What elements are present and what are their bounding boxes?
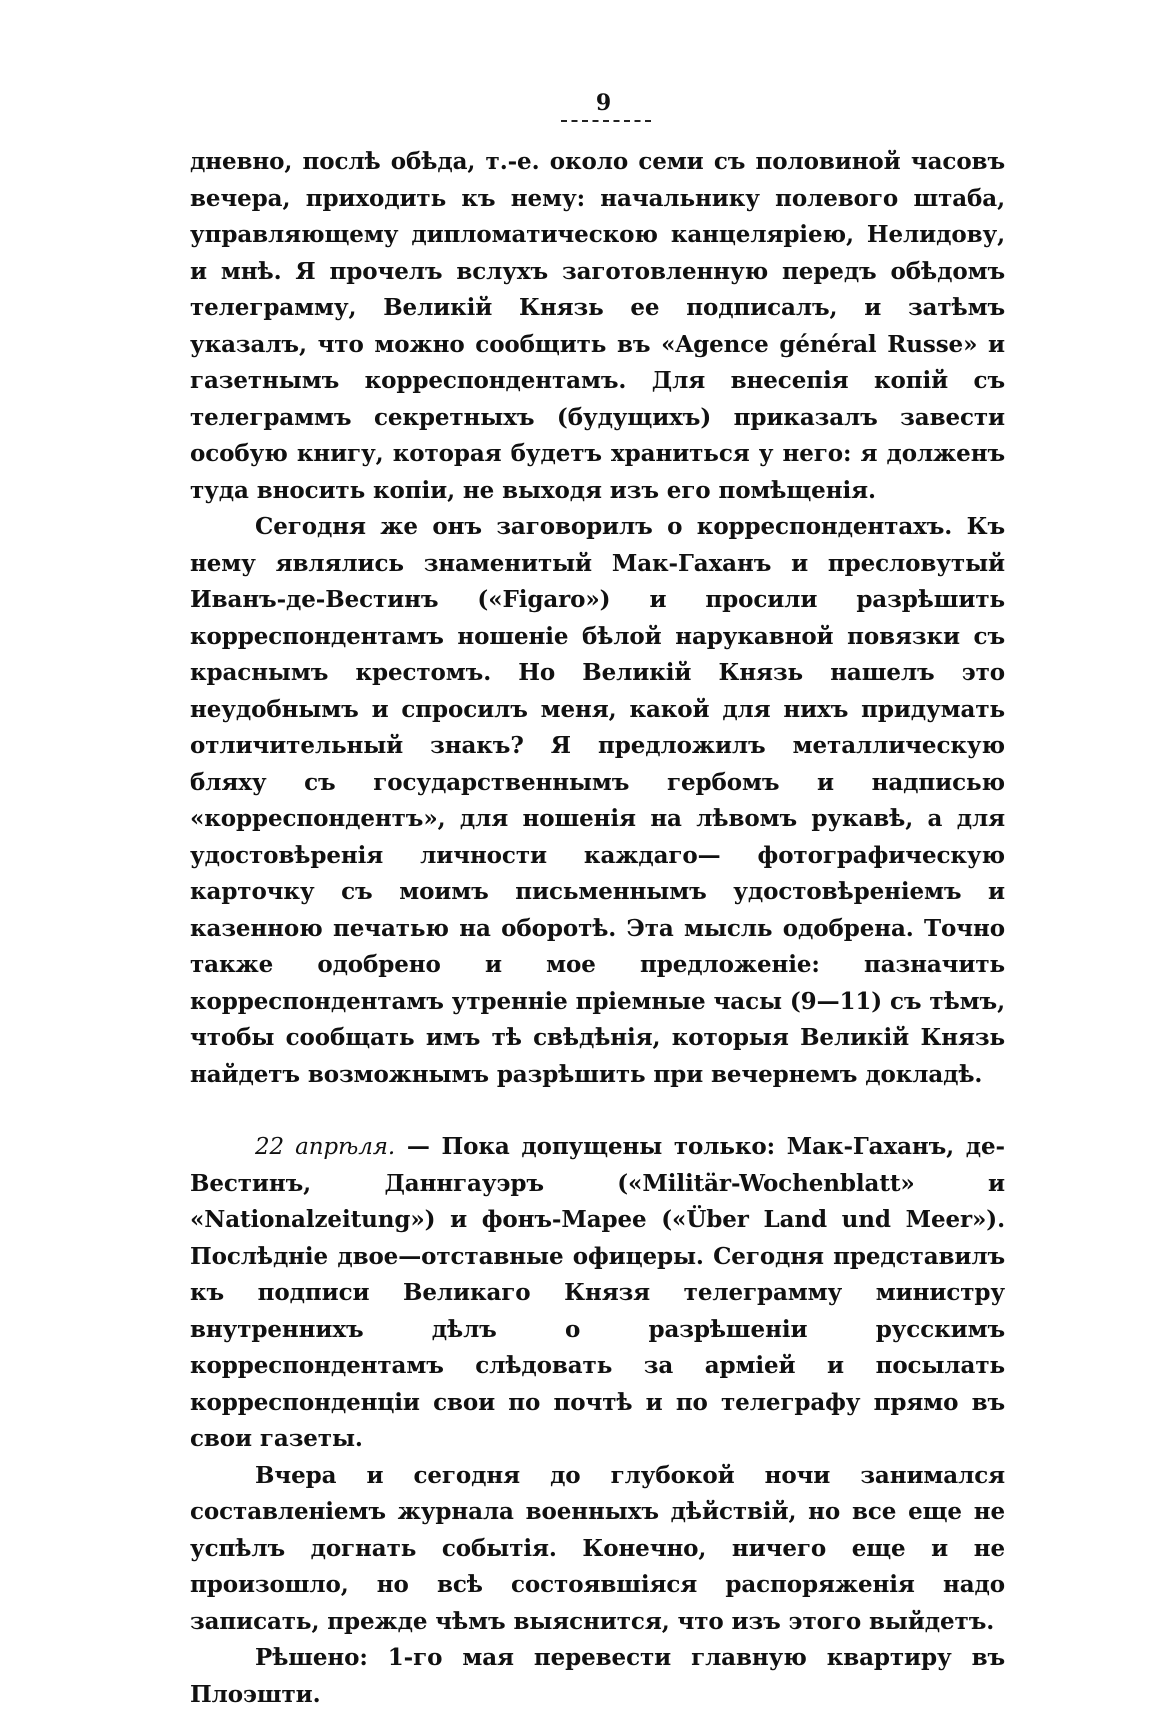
page-body bbox=[190, 144, 1005, 1713]
section-gap bbox=[190, 1093, 1005, 1129]
entry-text: — Пока допущены только: Мак-Гаханъ, де-Вестинъ, Даннгауэръ («Militär-Wochenblatt» и «Nationalzeitung») и фонъ-Марее («Über Land und Meer»). Послѣдніе двое—отставные офицеры. Сегодня представилъ къ подписи Великаго Князя телеграмму министру внутреннихъ дѣлъ о разрѣшеніи русскимъ корреспондентамъ слѣдовать за арміей и посылать корреспонденціи свои по почтѣ и по телеграфу прямо въ свои газеты. bbox=[190, 1133, 1005, 1452]
paragraph-correspondents: Сегодня же онъ заговорилъ о корреспондентахъ. Къ нему являлись знаменитый Мак-Гаханъ и пресловутый Иванъ-де-Вестинъ («Figaro») и просили разрѣшить корреспондентамъ ношеніе бѣлой нарукавной повязки съ краснымъ крестомъ. Но Великій Князь нашелъ это неудобнымъ и спросилъ меня, какой для нихъ придумать отличительный знакъ? Я предложилъ металлическую бляху съ государственнымъ гербомъ и надписью «корреспондентъ», для ношенія на лѣвомъ рукавѣ, а для удостовѣренія личности каждаго— фотографическую карточку съ моимъ письменнымъ удостовѣреніемъ и казенною печатью на оборотѣ. Эта мысль одобрена. Точно также одобрено и мое предложеніе: пазначить корреспондентамъ утренніе пріемные часы (9—11) съ тѣмъ, чтобы сообщать имъ тѣ свѣдѣнія, которыя Великій Князь найдетъ возможнымъ разрѣшить при вечернемъ докладѣ. bbox=[190, 513, 1005, 1088]
page-number-rule bbox=[561, 120, 651, 122]
paragraph-april-22 bbox=[190, 1129, 1005, 1458]
book-page bbox=[190, 92, 1005, 1713]
paragraph-continuation: дневно, послѣ обѣда, т.-е. около семи съ половиной часовъ вечера, приходить къ нему: начальнику полевого штаба, управляющему дипломатическою канцеляріею, Нелидову, и мнѣ. Я прочелъ вслухъ заготовленную передъ обѣдомъ телеграмму, Великій Князь ее подписалъ, и затѣмъ указалъ, что можно сообщить въ «Agence général Russe» и газетнымъ корреспондентамъ. Для внесепія копій съ телеграммъ секретныхъ (будущихъ) приказалъ завести особую книгу, которая будетъ храниться у него: я долженъ туда вносить копіи, не выходя изъ его помѣщенія. bbox=[190, 148, 1005, 504]
paragraph-journal: Вчера и сегодня до глубокой ночи занимался составленіемъ журнала военныхъ дѣйствій, но все еще не успѣлъ догнать событія. Конечно, ничего еще и не произошло, но всѣ состоявшіяся распоряженія надо записать, прежде чѣмъ выяснится, что изъ этого выйдетъ. bbox=[190, 1461, 1005, 1635]
entry-date: 22 апрѣля. bbox=[255, 1134, 396, 1160]
page-number: 9 bbox=[595, 90, 612, 116]
paragraph-decision: Рѣшено: 1-го мая перевести главную квартиру въ Плоэшти. bbox=[190, 1644, 1005, 1708]
